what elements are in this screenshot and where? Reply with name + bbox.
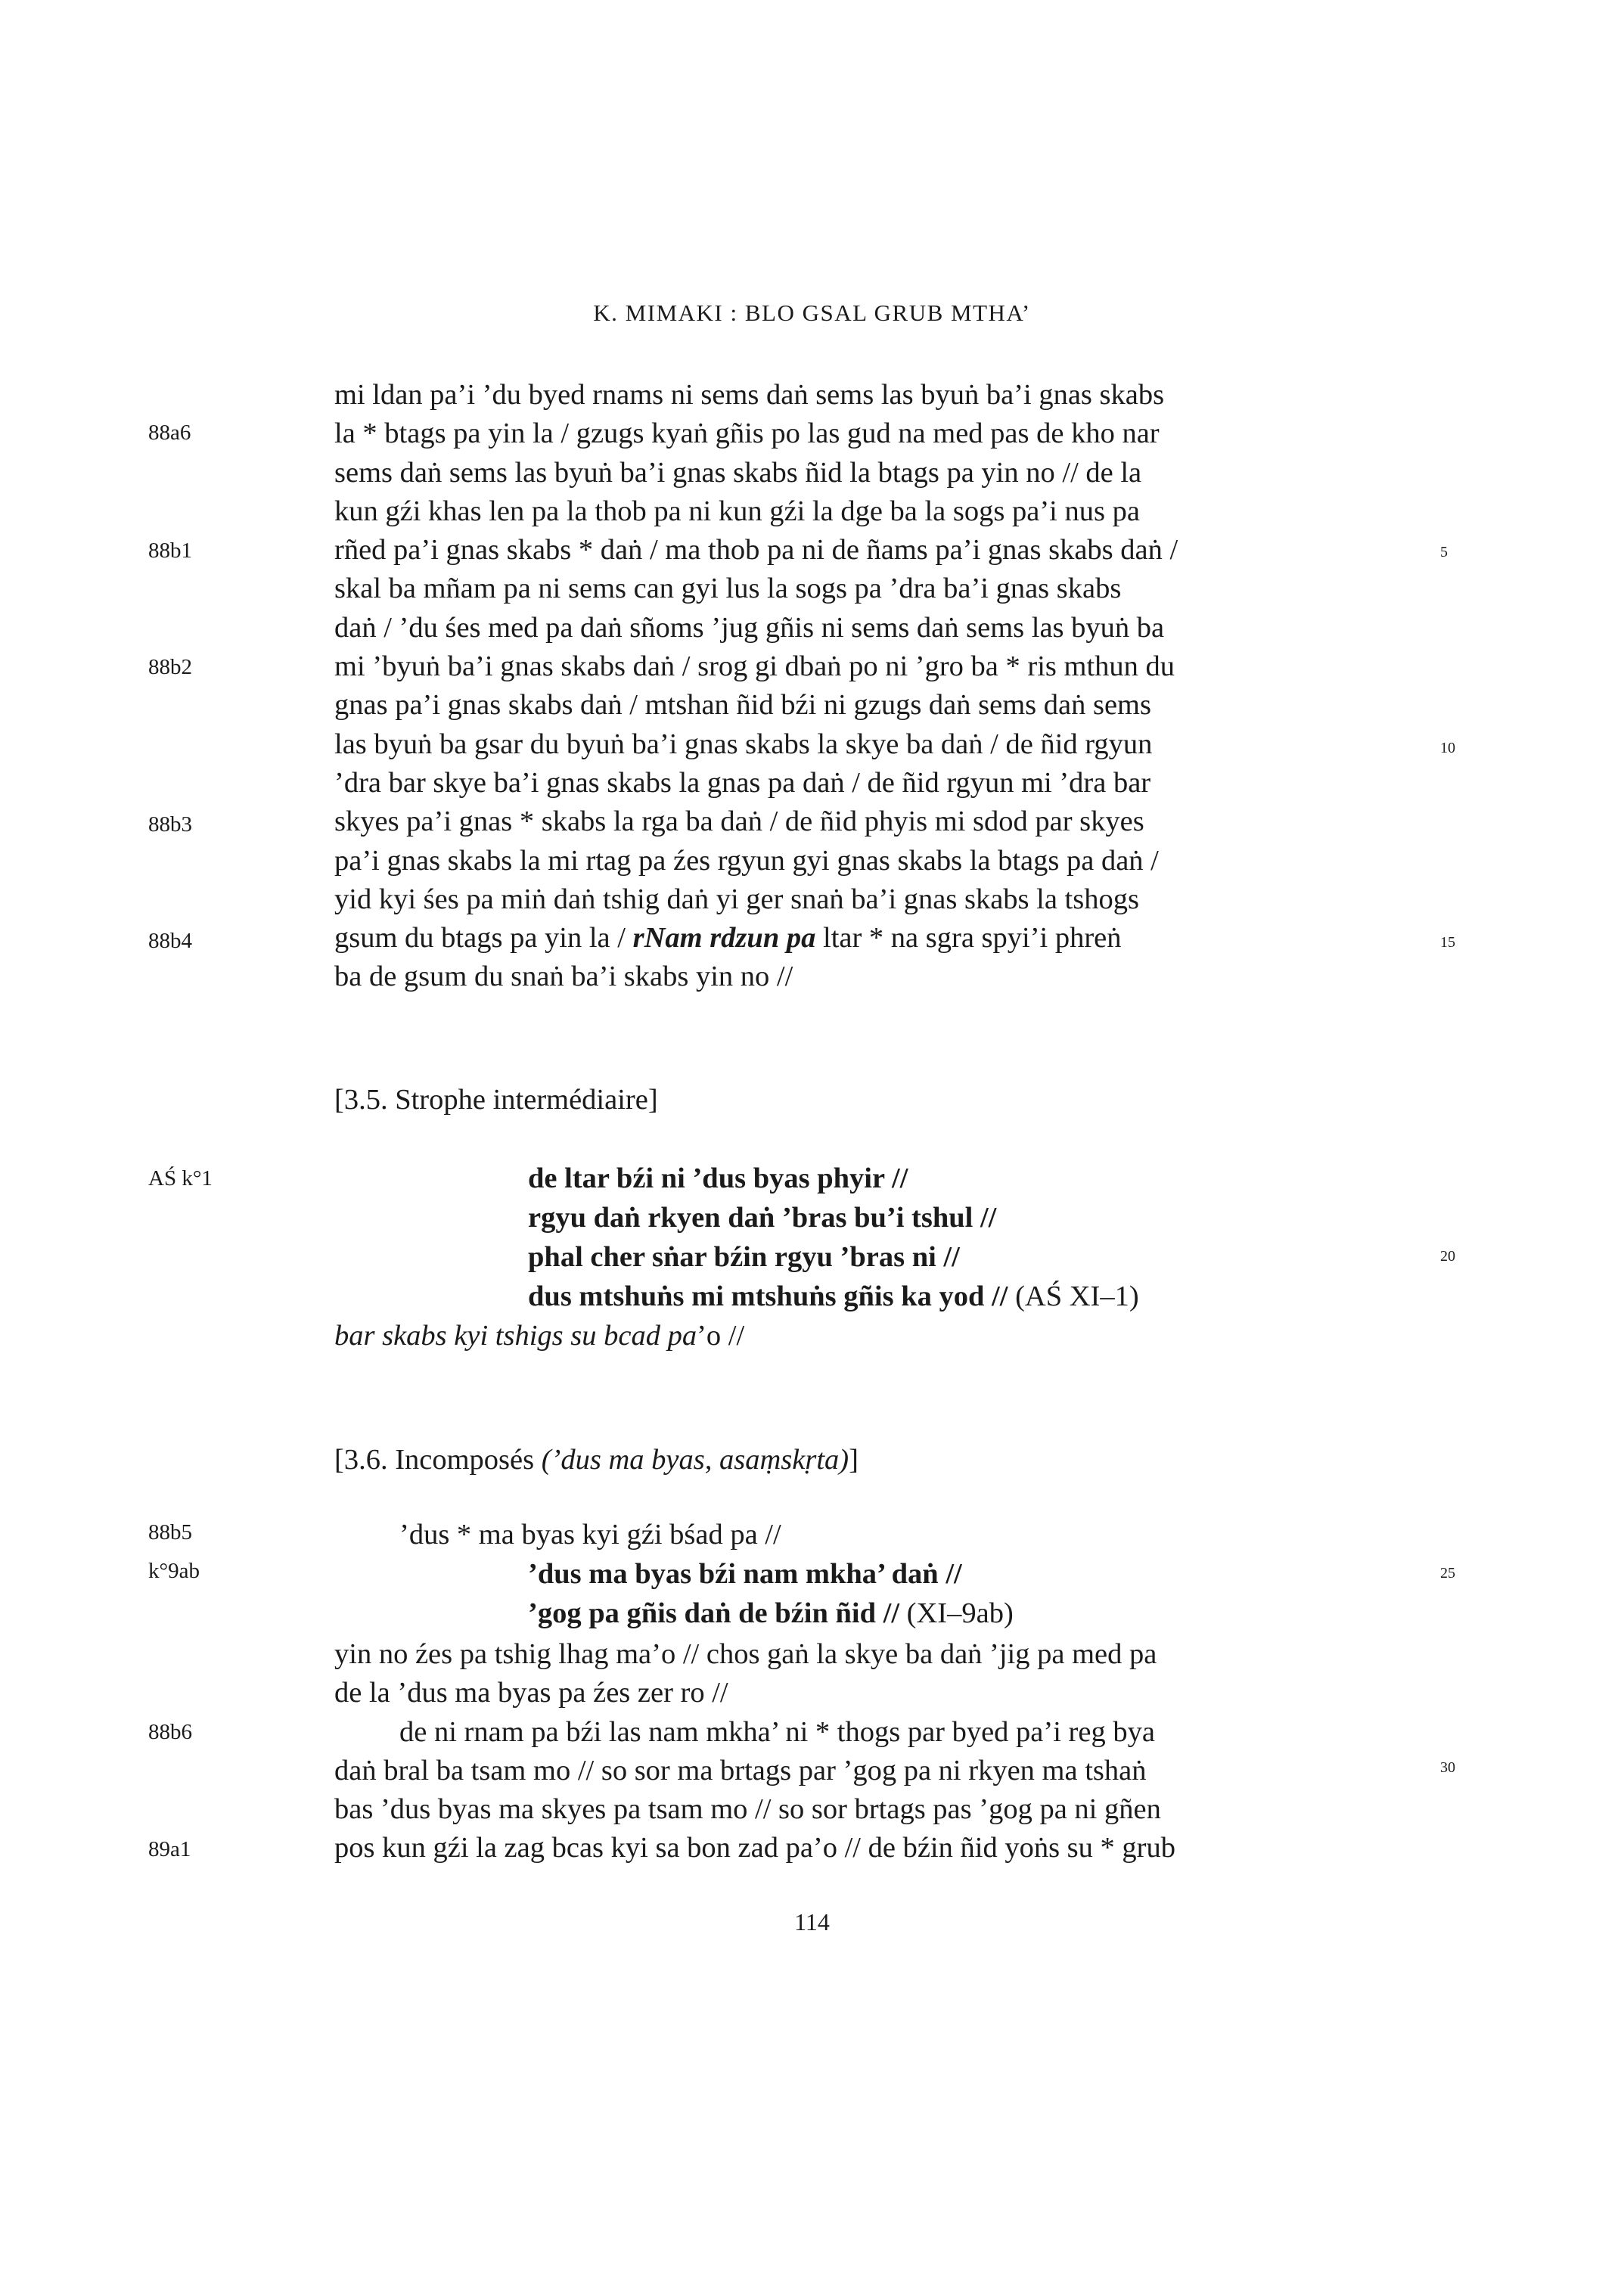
verse-colophon [334, 1319, 744, 1352]
margin-ref: 88a6 [148, 421, 191, 445]
verse-reference: (XI–9ab) [899, 1597, 1014, 1629]
italic-term: rNam rdzun pa [632, 922, 816, 955]
intro-line: ’dus * ma byas kyi gźi bśad pa // [399, 1519, 781, 1551]
text-line: ba de gsum du snaṅ ba’i skabs yin no // [334, 961, 793, 993]
text-line: de la ’dus ma byas pa źes zer ro // [334, 1677, 728, 1709]
verse-text: dus mtshuṅs mi mtshuṅs gñis ka yod // [528, 1280, 1008, 1312]
line-number: 25 [1440, 1565, 1455, 1582]
colophon-plain: ’o // [697, 1320, 745, 1352]
text-line: mi ldan pa’i ’du byed rnams ni sems daṅ sems las byuṅ ba’i gnas skabs [334, 379, 1165, 411]
text-line: pa’i gnas skabs la mi rtag pa źes rgyun gyi gnas skabs la btags pa daṅ / [334, 844, 1159, 877]
section-heading-3-6 [334, 1443, 859, 1476]
line-number: 30 [1440, 1759, 1455, 1776]
text-line: yin no źes pa tshig lhag ma’o // chos gaṅ la skye ba daṅ ’jig pa med pa [334, 1638, 1157, 1670]
margin-ref: AŚ k°1 [148, 1166, 213, 1190]
margin-ref: 88b5 [148, 1520, 192, 1544]
margin-ref: 88b2 [148, 655, 192, 679]
colophon-italic: bar skabs kyi tshigs su bcad pa [334, 1320, 697, 1352]
text-line: pos kun gźi la zag bcas kyi sa bon zad pa’o // de bźin ñid yoṅs su * grub [334, 1832, 1175, 1864]
section-heading-3-5: [3.5. Strophe intermédiaire] [334, 1084, 658, 1116]
verse-text: ’gog pa gñis daṅ de bźin ñid // [528, 1597, 900, 1629]
text-line: de ni rnam pa bźi las nam mkha’ ni * thogs par byed pa’i reg bya [399, 1715, 1155, 1748]
text-line: las byuṅ ba gsar du byuṅ ba’i gnas skabs la skye ba daṅ / de ñid rgyun [334, 728, 1153, 760]
text-line: la * btags pa yin la / gzugs kyaṅ gñis po las gud na med pas de kho nar [334, 418, 1160, 450]
text-segment: ltar * na sgra spyi’i phreṅ [815, 922, 1122, 955]
text-line: rñed pa’i gnas skabs * daṅ / ma thob pa ni de ñams pa’i gnas skabs daṅ / [334, 534, 1178, 567]
margin-ref: 88b4 [148, 929, 192, 953]
line-number: 5 [1440, 544, 1448, 560]
line-number: 20 [1440, 1248, 1455, 1265]
line-number: 15 [1440, 934, 1455, 951]
text-line: yid kyi śes pa miṅ daṅ tshig daṅ yi ger snaṅ ba’i gnas skabs la tshogs [334, 883, 1139, 915]
text-line: bas ’dus byas ma skyes pa tsam mo // so sor brtags pas ’gog pa ni gñen [334, 1793, 1161, 1826]
verse-line: phal cher sṅar bźin rgyu ’bras ni // [528, 1241, 960, 1273]
text-line: skal ba mñam pa ni sems can gyi lus la sogs pa ’dra ba’i gnas skabs [334, 573, 1122, 605]
verse-line: ’dus ma byas bźi nam mkha’ daṅ // [528, 1558, 962, 1590]
margin-ref: 88b1 [148, 539, 192, 563]
text-line: sems daṅ sems las byuṅ ba’i gnas skabs ñid la btags pa yin no // de la [334, 456, 1142, 489]
text-line [334, 919, 1408, 958]
block-2-text [334, 1635, 1408, 1868]
block-1-text [334, 376, 1408, 997]
text-line: skyes pa’i gnas * skabs la rga ba daṅ / de ñid phyis mi sdod par skyes [334, 806, 1144, 838]
verse-line: de ltar bźi ni ’dus byas phyir // [528, 1163, 908, 1194]
margin-ref: 88b3 [148, 812, 192, 837]
text-line: ’dra bar skye ba’i gnas skabs la gnas pa daṅ / de ñid rgyun mi ’dra bar [334, 766, 1151, 799]
margin-ref: k°9ab [148, 1559, 200, 1583]
text-line: mi ’byuṅ ba’i gnas skabs daṅ / srog gi dbaṅ po ni ’gro ba * ris mthun du [334, 650, 1175, 683]
text-line: daṅ bral ba tsam mo // so sor ma brtags par ’gog pa ni rkyen ma tshaṅ [334, 1754, 1147, 1786]
text-line: kun gźi khas len pa la thob pa ni kun gźi la dge ba la sogs pa’i nus pa [334, 495, 1140, 527]
heading-text: [3.6. Incomposés [334, 1444, 542, 1476]
heading-close: ] [849, 1444, 859, 1476]
page-number: 114 [794, 1908, 830, 1935]
running-head: K. MIMAKI : BLO GSAL GRUB MTHA’ [593, 300, 1031, 326]
heading-italic: (’dus ma byas, asaṃskṛta) [541, 1444, 849, 1476]
margin-ref: 89a1 [148, 1837, 191, 1861]
verse-line: rgyu daṅ rkyen daṅ ’bras bu’i tshul // [528, 1202, 997, 1234]
text-line: daṅ / ’du śes med pa daṅ sñoms ’jug gñis ni sems daṅ sems las byuṅ ba [334, 611, 1165, 644]
margin-ref: 88b6 [148, 1720, 192, 1744]
verse-line [528, 1280, 1139, 1313]
line-number: 10 [1440, 740, 1455, 756]
verse-line [528, 1597, 1014, 1630]
text-line: gnas pa’i gnas skabs daṅ / mtshan ñid bźi ni gzugs daṅ sems daṅ sems [334, 689, 1151, 722]
text-segment: gsum du btags pa yin la / [334, 922, 633, 955]
verse-reference: (AŚ XI–1) [1008, 1280, 1139, 1312]
